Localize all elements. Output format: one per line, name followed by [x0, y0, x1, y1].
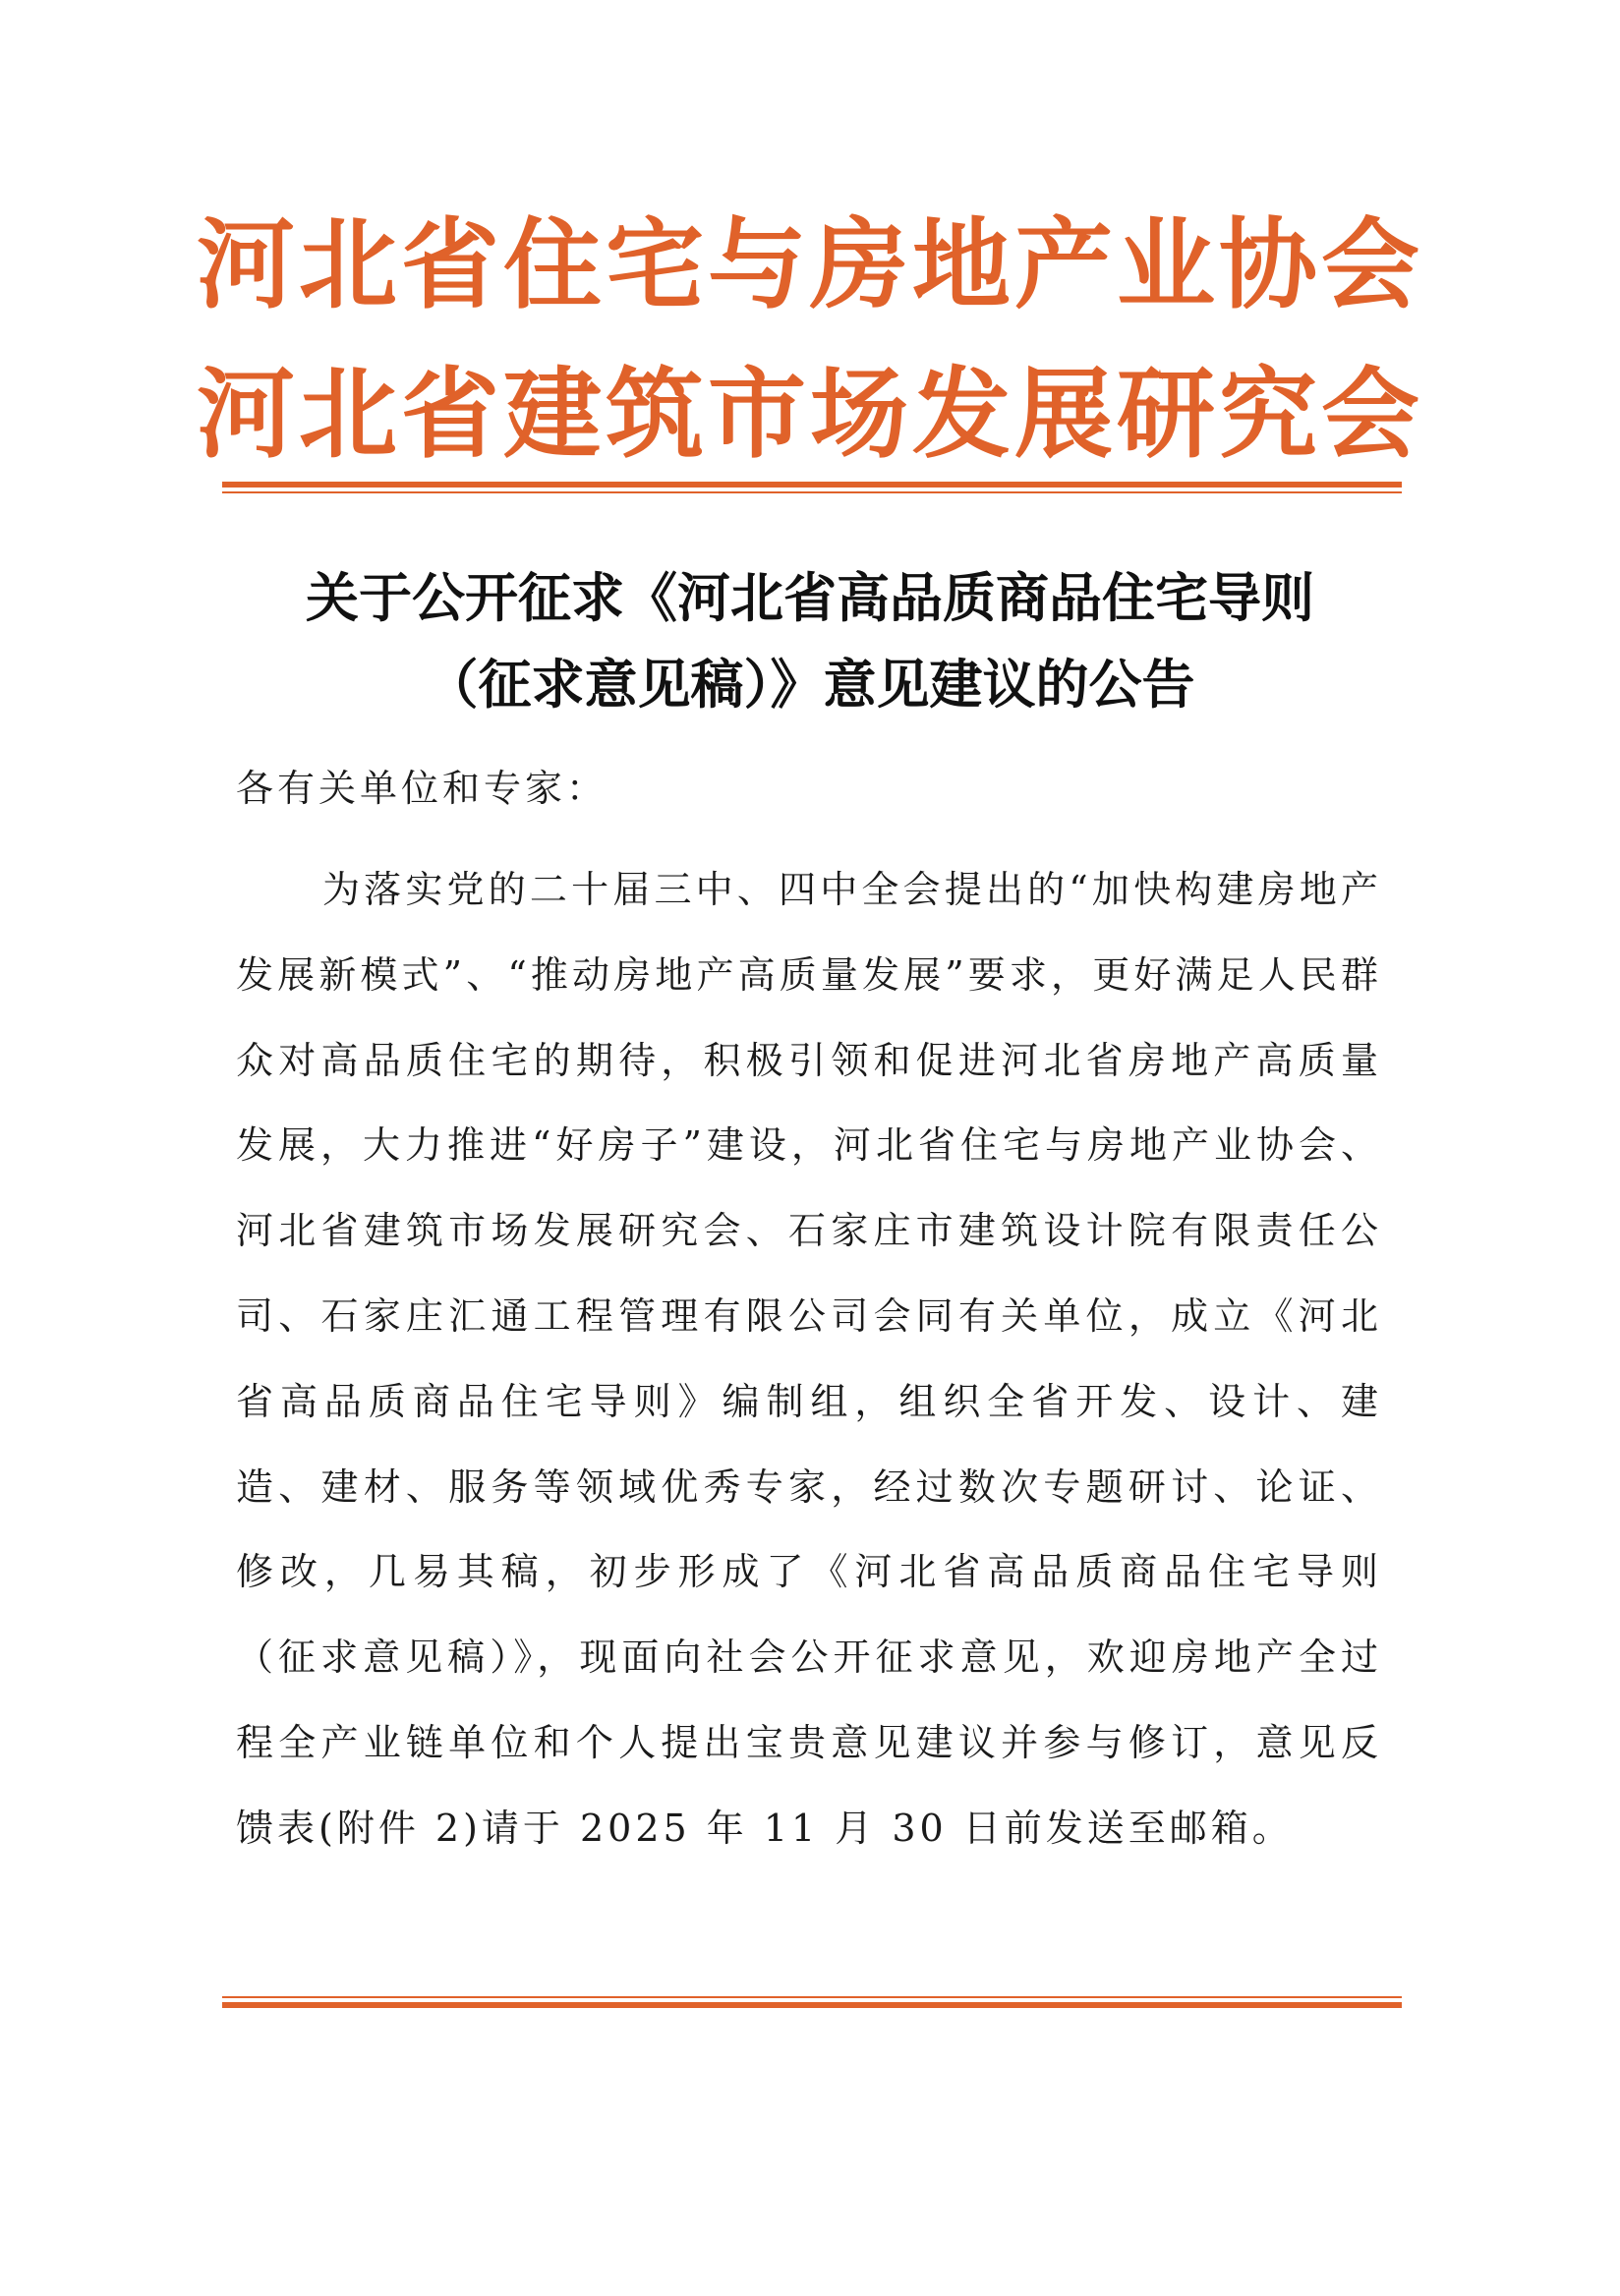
issuing-organization-2: 河北省建筑市场发展研究会 — [197, 357, 1423, 472]
footer-divider-thick — [222, 2002, 1402, 2008]
header-divider-thick — [222, 482, 1402, 488]
notice-body: 为落实党的二十届三中、四中全会提出的“加快构建房地产发展新模式”、“推动房地产高质量发展”要求，更好满足人民群众对高品质住宅的期待，积极引领和促进河北省房地产高质量发展，大力推进“好房子”建设，河北省住宅与房地产业协会、河北省建筑市场发展研究会、石家庄市建筑设计院有限责任公司、石家庄汇通工程管理有限公司会同有关单位，成立《河北省高品质商品住宅导则》编制组，组织全省开发、设计、建造、建材、服务等领域优秀专家，经过数次专题研讨、论证、修改，几易其稿，初步形成了《河北省高品质商品住宅导则（征求意见稿）》，现面向社会公开征求意见，欢迎房地产全过程全产业链单位和个人提出宝贵意见建议并参与修订，意见反馈表(附件 2)请于 2025 年 11 月 30 日前发送至邮箱。 — [236, 868, 1382, 1850]
header-divider — [222, 482, 1402, 493]
notice-title-line-2: （征求意见稿）》意见建议的公告 — [425, 654, 1195, 716]
issuing-organization-1: 河北省住宅与房地产业协会 — [197, 207, 1423, 322]
header-divider-thin — [222, 491, 1402, 493]
salutation: 各有关单位和专家： — [236, 767, 608, 810]
footer-divider-thin — [222, 1996, 1402, 1998]
notice-title-line-1: 关于公开征求《河北省高品质商品住宅导则 — [306, 567, 1314, 629]
footer-divider — [222, 1996, 1402, 2008]
